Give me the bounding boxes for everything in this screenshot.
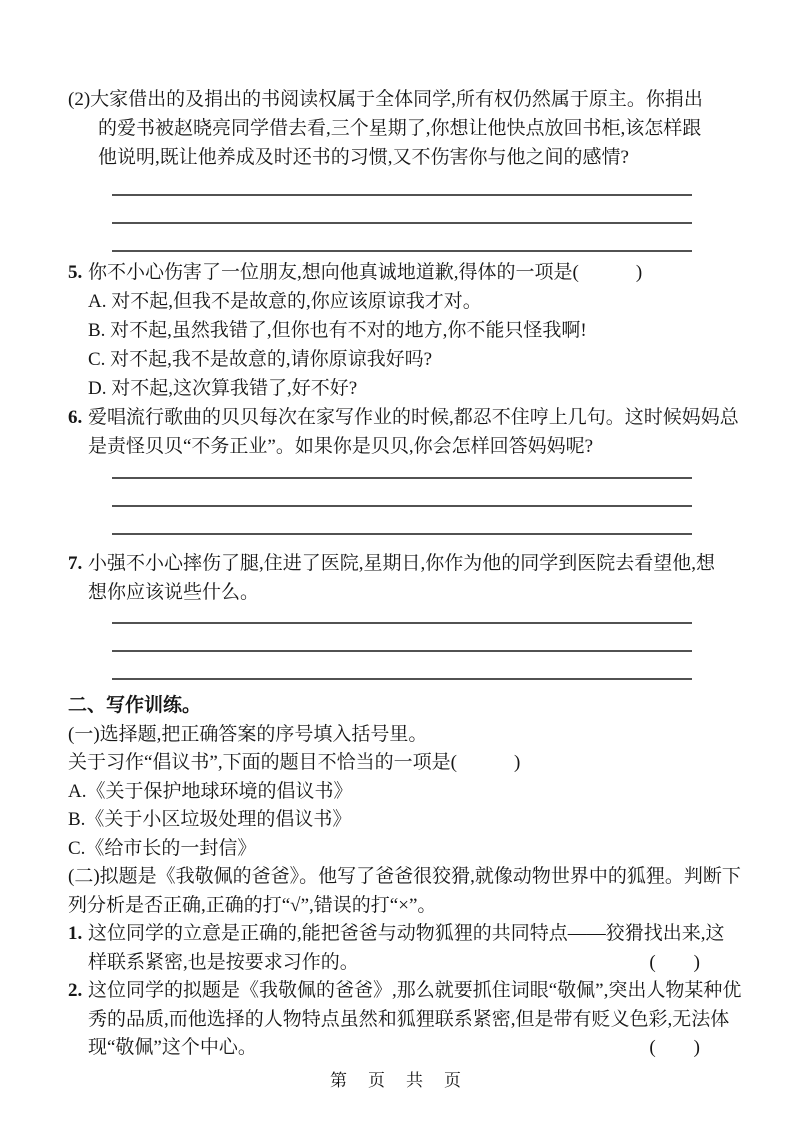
section-2: [68, 692, 742, 1063]
question-7-line-1: [68, 549, 728, 578]
question-7-block: [68, 549, 728, 607]
answer-line: [112, 168, 692, 196]
judge-1-bracket: ( ): [649, 951, 700, 973]
judge-2-line-3: [68, 1034, 728, 1063]
question-6-line-2: 是责怪贝贝“不务正业”。如果你是贝贝,你会怎样回答妈妈呢?: [88, 436, 594, 457]
answer-line: [112, 652, 692, 680]
question-5-option-c: C. 对不起,我不是故意的,请你原谅我好吗?: [88, 349, 433, 370]
judge-2-line-1: [68, 977, 742, 1006]
judge-1-text: 这位同学的立意是正确的,能把爸爸与动物狐狸的共同特点——狡猾找出来,这: [88, 923, 725, 944]
judge-2-text-cont: 现“敬佩”这个中心。: [88, 1037, 257, 1058]
question-2-answer-area: [68, 168, 728, 252]
worksheet-content: [68, 85, 742, 1063]
question-5-option-d: D. 对不起,这次算我错了,好不好?: [88, 378, 358, 399]
question-7-line-2: 想你应该说些什么。: [88, 582, 260, 603]
question-6-line-1: [68, 403, 739, 432]
judge-2-text: 这位同学的拟题是《我敬佩的爸爸》,那么就要抓住词眼“敬佩”,突出人物某种优: [88, 980, 742, 1001]
answer-line: [112, 224, 692, 252]
judge-1-text-cont: 样联系紧密,也是按要求习作的。: [88, 951, 359, 973]
question-5-option-a: A. 对不起,但我不是故意的,你应该原谅我才对。: [88, 291, 482, 312]
sub1-option-a: A.《关于保护地球环境的倡议书》: [68, 780, 353, 802]
answer-line: [112, 507, 692, 535]
judge-2-number: 2.: [68, 980, 83, 1001]
question-5-text: 你不小心伤害了一位朋友,想向他真诚地道歉,得体的一项是( ): [88, 262, 643, 283]
question-5-stem: [68, 258, 728, 287]
sub1-option-b: B.《关于小区垃圾处理的倡议书》: [68, 809, 352, 830]
question-2-line-1: (2)大家借出的及捐出的书阅读权属于全体同学,所有权仍然属于原主。你捐出: [68, 89, 703, 110]
question-2-line-3: 他说明,既让他养成及时还书的习惯,又不伤害你与他之间的感情?: [98, 147, 629, 168]
judge-1-line-1: [68, 920, 728, 949]
question-5-option-b: B. 对不起,虽然我错了,但你也有不对的地方,你不能只怪我啊!: [88, 320, 587, 341]
judge-1-number: 1.: [68, 923, 83, 944]
sub2-line-1: (二)拟题是《我敬佩的爸爸》。他写了爸爸很狡猾,就像动物世界中的狐狸。判断下: [68, 866, 741, 887]
question-2-line-2: 的爱书被赵晓亮同学借去看,三个星期了,你想让他快点放回书柜,该怎样跟: [98, 118, 702, 139]
page-footer: 第 页 共 页: [330, 1071, 463, 1090]
sub1-label: (一)选择题,把正确答案的序号填入括号里。: [68, 723, 428, 745]
question-7-answer-area: [68, 596, 728, 680]
sub1-question: 关于习作“倡议书”,下面的题目不恰当的一项是( ): [68, 752, 521, 773]
section-2-heading: 二、写作训练。: [68, 695, 202, 716]
judge-1-line-2: [68, 949, 728, 978]
question-7-text: 小强不小心摔伤了腿,住进了医院,星期日,你作为他的同学到医院去看望他,想: [88, 553, 716, 574]
question-6-number: 6.: [68, 407, 83, 428]
question-7-number: 7.: [68, 553, 83, 574]
sub2-line-2: 列分析是否正确,正确的打“√”,错误的打“×”。: [68, 894, 437, 916]
question-6-text: 爱唱流行歌曲的贝贝每次在家写作业的时候,都忍不住哼上几句。这时候妈妈总: [88, 407, 739, 428]
question-5-number: 5.: [68, 262, 83, 283]
answer-line: [112, 624, 692, 652]
question-6-answer-area: [68, 451, 728, 535]
answer-line: [112, 479, 692, 507]
judge-2-bracket: ( ): [649, 1037, 700, 1058]
judge-2-line-2: 秀的品质,而他选择的人物特点虽然和狐狸联系紧密,但是带有贬义色彩,无法体: [88, 1008, 730, 1030]
sub1-option-c: C.《给市长的一封信》: [68, 837, 257, 859]
answer-line: [112, 196, 692, 224]
